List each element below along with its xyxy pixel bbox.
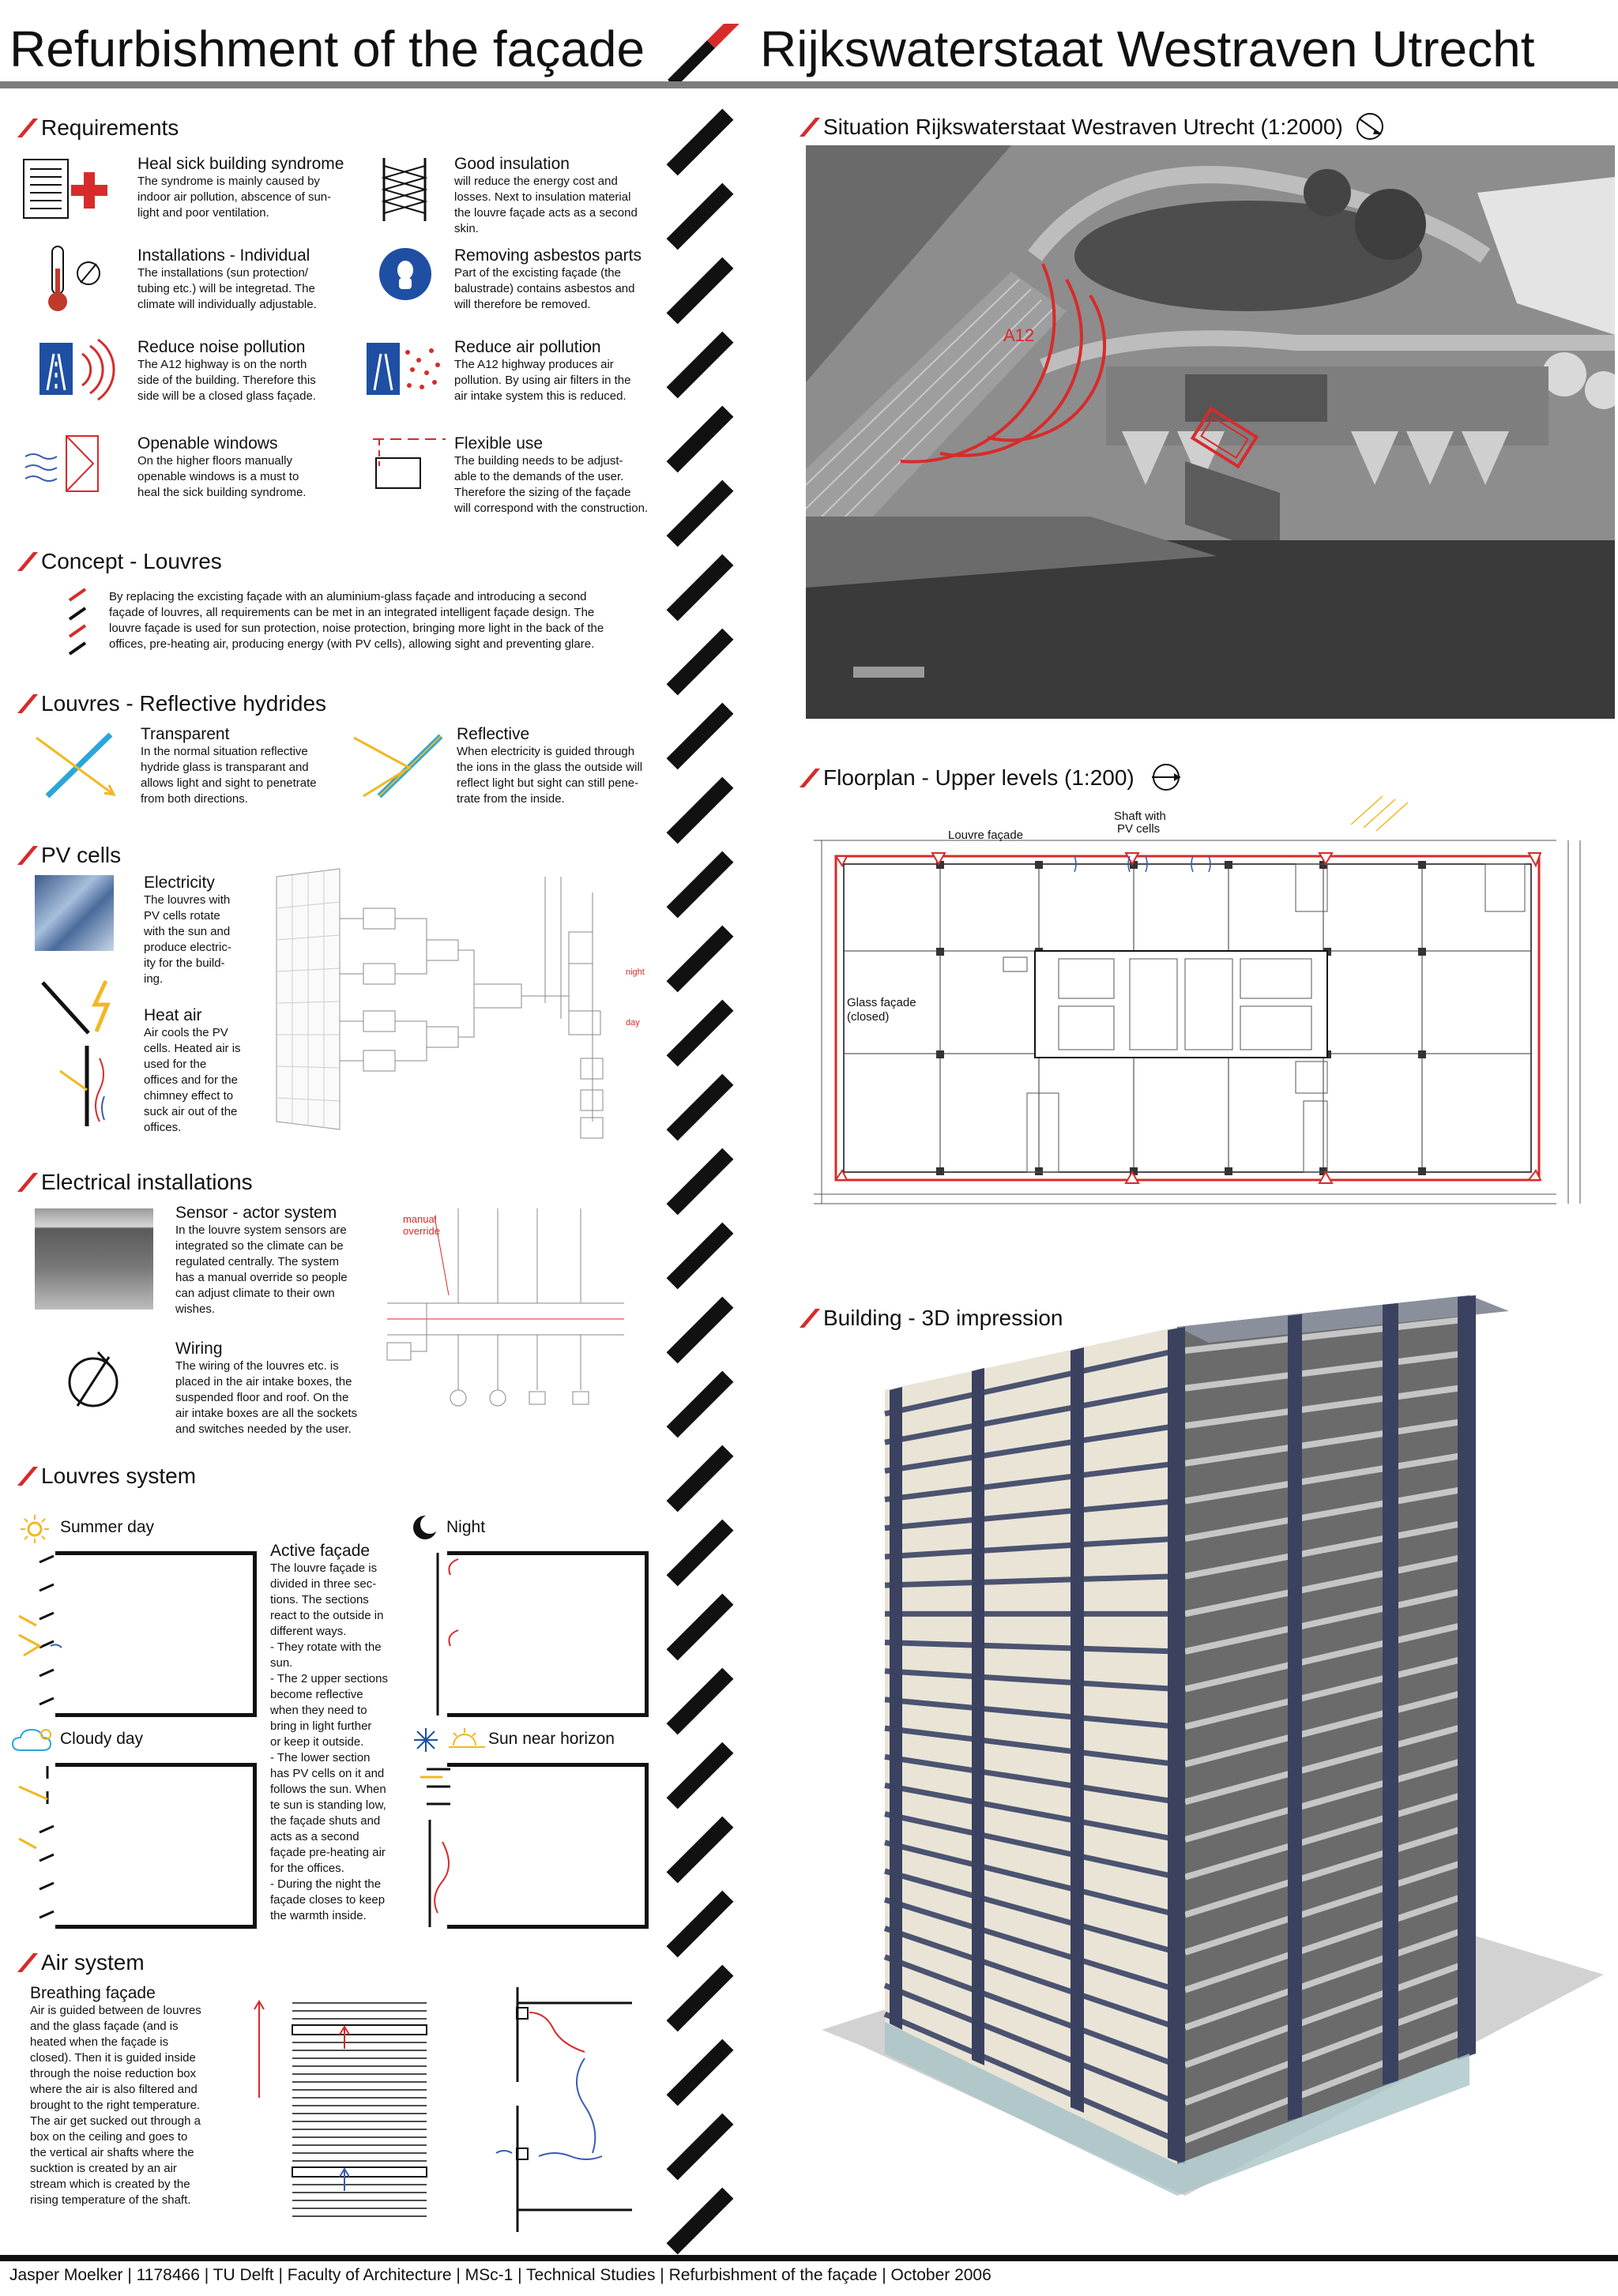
req-text-2: will reduce the energy cost and losses. Next to insulation material the louvre façade acts as a second skin.: [454, 175, 638, 235]
reflective-text: When electricity is guided through the ions in the glass the outside will reflect light but sight can still pene- trate from the inside.: [457, 745, 643, 806]
electricity-text: The louvres with PV cells rotate with the sun and produce electric- ity for the build- ing.: [144, 893, 231, 986]
diagonal-stripe: [667, 777, 734, 844]
summer-label: Summer day: [60, 1518, 155, 1536]
section-title-pv: PV cells: [22, 842, 121, 869]
diagonal-stripe: [667, 926, 734, 993]
highway-air-icon: [365, 338, 444, 401]
floorplan-drawing: [798, 793, 1596, 1219]
night-room: [447, 1551, 649, 1717]
diagonal-stripe: [667, 1668, 734, 1735]
diagonal-stripe: [667, 1520, 734, 1587]
diagonal-stripe: [667, 1965, 734, 2032]
diagonal-stripe: [667, 629, 734, 696]
heat-air-icon: [55, 1043, 119, 1129]
cloudy-louvres: [16, 1763, 63, 1929]
pv-night-label: night: [626, 968, 645, 977]
window-icon: [22, 433, 117, 496]
summer-louvres: [16, 1551, 63, 1717]
snowflake-icon: [412, 1727, 439, 1753]
reflective-louvre-icon: [348, 727, 442, 806]
diagonal-stripe: [667, 1297, 734, 1364]
diagonal-stripe: [667, 851, 734, 919]
highway-noise-icon: [38, 338, 117, 401]
air-section-diagram: [245, 1987, 656, 2232]
section-title-hydrides: Louvres - Reflective hydrides: [22, 690, 326, 717]
req-text-4: Part of the excisting façade (the balustrade) contains asbestos and will therefore be removed.: [454, 266, 635, 311]
section-title-louvres-system: Louvres system: [22, 1463, 196, 1490]
req-title-7: Openable windows: [137, 434, 278, 453]
footer: [0, 2255, 1618, 2296]
req-text-5: The A12 highway is on the north side of the building. Therefore this side will be a closed glass façade.: [137, 358, 316, 403]
pv-wiring-diagram: [269, 861, 656, 1153]
glass-facade-label: Glass façade (closed): [847, 996, 916, 1024]
req-title-5: Reduce noise pollution: [137, 338, 306, 356]
req-title-3: Installations - Individual: [137, 246, 310, 265]
transparent-text: In the normal situation reflective hydride glass is transparant and allows light and sight to penetrate from both directions.: [141, 745, 317, 806]
reflective-title: Reflective: [457, 725, 530, 743]
sensor-title: Sensor - actor system: [175, 1204, 337, 1222]
transparent-title: Transparent: [141, 725, 230, 743]
horizon-label: Sun near horizon: [488, 1730, 615, 1748]
section-title-situation: Situation Rijkswaterstaat Westraven Utrecht (1:2000): [804, 114, 1343, 141]
wiring-title: Wiring: [175, 1340, 223, 1358]
title-left: Refurbishment of the façade: [9, 21, 645, 77]
night-label: Night: [446, 1518, 486, 1536]
diagonal-stripe: [667, 1371, 734, 1438]
cloudy-room: [55, 1763, 257, 1929]
night-louvres: [427, 1551, 474, 1717]
diagonal-stripe: [667, 1000, 734, 1067]
slash-divider-icon: [662, 24, 757, 87]
aerial-photo: [806, 145, 1615, 719]
diagonal-stripe: [667, 1074, 734, 1141]
req-text-1: The syndrome is mainly caused by indoor air pollution, abscence of sun- light and poor ventilation.: [137, 175, 332, 220]
pv-day-label: day: [626, 1018, 640, 1028]
louvre-concept-icon: [63, 586, 95, 657]
shaft-label: Shaft with PV cells: [1114, 810, 1166, 836]
sensor-actor-diagram: [379, 1185, 640, 1453]
air-sub: Breathing façade: [30, 1984, 156, 2002]
active-facade-title: Active façade: [270, 1542, 371, 1560]
diagonal-stripe: [667, 554, 734, 622]
insulation-icon: [378, 158, 433, 221]
section-title-concept: Concept - Louvres: [22, 548, 222, 575]
sensor-text: In the louvre system sensors are integrated so the climate can be regulated centrally. The system has a manual override so people can adjust climate to their own wishes.: [175, 1223, 348, 1316]
thermometer-icon: [44, 245, 107, 316]
pv-panel-photo: [35, 875, 114, 951]
moon-icon: [411, 1513, 439, 1542]
diagonal-stripe: [667, 2188, 734, 2255]
diagonal-stripe: [667, 1817, 734, 1884]
req-title-4: Removing asbestos parts: [454, 246, 642, 265]
manual-override-label: manual override: [403, 1213, 440, 1237]
req-text-6: The A12 highway produces air pollution. By using air filters in the air intake system this is reduced.: [454, 358, 631, 403]
electricity-title: Electricity: [144, 874, 215, 892]
building-first-aid-icon: [22, 158, 117, 221]
diagonal-stripe: [667, 1742, 734, 1809]
horizon-sun-icon: [447, 1727, 487, 1750]
heat-text: Air cools the PV cells. Heated air is used for the offices and for the chimney effect to suck air out of the offices.: [144, 1026, 241, 1134]
cloudy-label: Cloudy day: [60, 1730, 144, 1748]
protective-mask-icon: [378, 246, 433, 302]
air-text: Air is guided between de louvres and the glass façade (and is heated when the façade is closed). Then it is guided inside through the noise reduction box where the air is also filtered and brought to the right temperature. The air get sucked out through a box on the ceiling and goes to the vertical air shafts where the sucktion is created by an air stream which is created by the rising temperature of the shaft.: [30, 2004, 201, 2207]
section-title-air: Air system: [22, 1949, 145, 1976]
active-facade-text: The louvre façade is divided in three sec- tions. The sections react to the outside in different ways. - They rotate with the sun. - The 2 upper sections become reflective when they need to bring in light further or keep it outside. - The lower section has PV cells on it and follows the sun. When te sun is standing low, the façade shuts and acts as a second façade pre-heating air for the offices. - During the night the façade closes to keep the warmth inside.: [270, 1561, 388, 1922]
req-title-6: Reduce air pollution: [454, 338, 601, 356]
req-text-3: The installations (sun protection/ tubing etc.) will be integretad. The climate will individually adjustable.: [137, 266, 317, 311]
summer-room: [55, 1551, 257, 1717]
diagonal-stripe: [667, 703, 734, 770]
section-title-requirements: Requirements: [22, 115, 179, 141]
horizon-louvres: [419, 1763, 474, 1929]
louvre-facade-label: Louvre façade: [948, 829, 1024, 842]
req-text-7: On the higher floors manually openable windows is a must to heal the sick building syndrome.: [137, 454, 307, 499]
sun-icon: [19, 1513, 51, 1545]
req-text-8: The building needs to be adjust- able to the demands of the user. Therefore the sizing of the façade will correspond with the construction.: [454, 454, 649, 515]
section-title-building3d: Building - 3D impression: [804, 1305, 1063, 1332]
north-arrow-icon: [1354, 111, 1386, 142]
diagonal-stripe: [667, 2114, 734, 2181]
flexible-plan-icon: [370, 434, 449, 498]
diagonal-stripe: [667, 1148, 734, 1216]
title-right: Rijkswaterstaat Westraven Utrecht: [760, 21, 1535, 77]
intake-box-photo: [35, 1208, 153, 1310]
heat-title: Heat air: [144, 1006, 202, 1024]
horizon-room: [447, 1763, 649, 1929]
lightning-icon: [40, 976, 126, 1039]
concept-text: By replacing the excisting façade with an aluminium-glass façade and introducing a second façade of louvres, all requirements can be met in an integrated intelligent façade design. The louvre façade is used for sun protection, noise protection, bringing more light in the back of the offices, pre-heating air, producing energy (with PV cells), allowing sight and preventing glare.: [109, 590, 604, 651]
building-3d-render: [814, 1295, 1604, 2227]
footer-text: Jasper Moelker | 1178466 | TU Delft | Faculty of Architecture | MSc-1 | Technical Studies | Refurbishment of the façade | October 2006: [9, 2266, 991, 2284]
section-title-floorplan: Floorplan - Upper levels (1:200): [804, 765, 1134, 791]
cloud-icon: [11, 1727, 58, 1758]
req-title-1: Heal sick building syndrome: [137, 155, 344, 173]
diagonal-stripe: [667, 109, 734, 176]
diagonal-stripe: [667, 1445, 734, 1513]
diagonal-stripe: [667, 1223, 734, 1290]
road-label: A12: [1003, 325, 1035, 345]
north-arrow-icon-2: [1150, 761, 1182, 793]
diagonal-stripe: [667, 1891, 734, 1958]
section-title-electrical: Electrical installations: [22, 1169, 253, 1196]
transparent-louvre-icon: [32, 727, 126, 806]
req-title-2: Good insulation: [454, 155, 570, 173]
req-title-8: Flexible use: [454, 434, 544, 453]
diagonal-stripe: [667, 2039, 734, 2106]
header-rule: [0, 81, 1618, 88]
diagonal-stripe: [667, 1594, 734, 1661]
wiring-text: The wiring of the louvres etc. is placed in the air intake boxes, the suspended floor and roof. On the air intake boxes are all the sockets and switches needed by the user.: [175, 1359, 358, 1436]
wiring-icon: [66, 1349, 122, 1412]
